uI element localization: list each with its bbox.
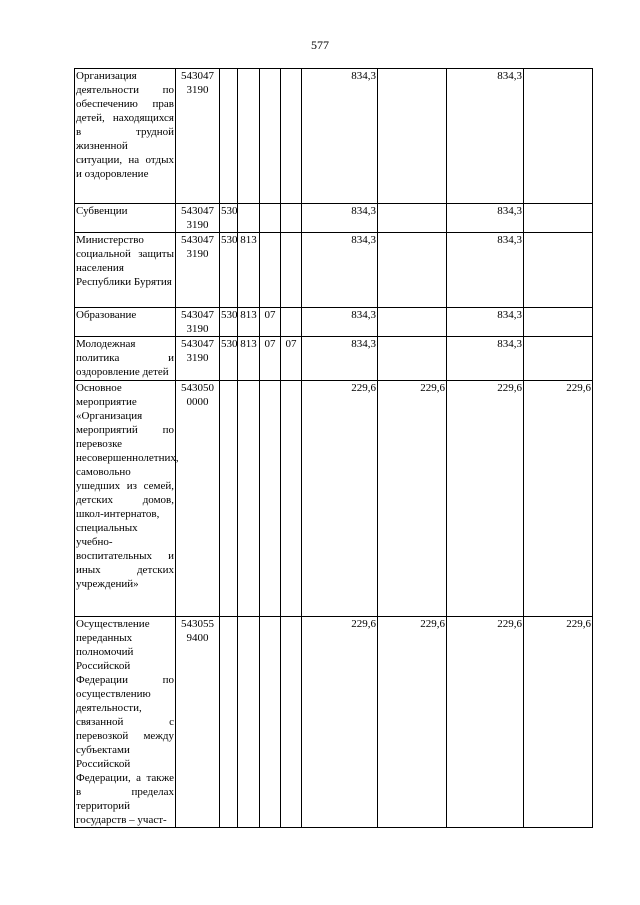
- code-part: 543047: [181, 70, 214, 82]
- amount-cell: 229,6: [447, 381, 524, 617]
- subsection-cell: [281, 204, 302, 233]
- amount-cell: [524, 204, 593, 233]
- code-part: 543047: [181, 205, 214, 217]
- code-part: 543047: [181, 234, 214, 246]
- row-name: Основное мероприятие «Организация мероприятий по перевозке несовершеннолетних, самовольно ушедших из семей, детских домов, школ-интернатов, специальных учебно-воспитательных и иных детских учреждений»: [75, 381, 176, 617]
- amount-cell: 834,3: [447, 69, 524, 204]
- amount-cell: 229,6: [302, 381, 378, 617]
- amount-cell: [378, 69, 447, 204]
- target-code-cell: [176, 337, 220, 381]
- budget-table: [74, 68, 593, 828]
- subsection-cell: [281, 617, 302, 828]
- amount-cell: 229,6: [378, 381, 447, 617]
- section-cell: [260, 204, 281, 233]
- amount-cell: 834,3: [447, 337, 524, 381]
- table-row: [75, 308, 593, 337]
- amount-cell: 834,3: [302, 337, 378, 381]
- subsection-cell: [281, 308, 302, 337]
- table-row: [75, 69, 593, 204]
- row-name: Молодежная политика и оздоровление детей: [75, 337, 176, 381]
- section-cell: [260, 233, 281, 308]
- grbs-cell: [238, 381, 260, 617]
- table-row: [75, 204, 593, 233]
- amount-cell: 229,6: [302, 617, 378, 828]
- code-part: 3190: [186, 323, 209, 335]
- table-row: [75, 617, 593, 828]
- code-part: 543047: [181, 338, 214, 350]
- row-name: Министерство социальной защиты населения Республики Бурятия: [75, 233, 176, 308]
- amount-cell: 834,3: [447, 308, 524, 337]
- target-code-cell: [176, 233, 220, 308]
- amount-cell: 834,3: [302, 233, 378, 308]
- grbs-cell: 813: [238, 337, 260, 381]
- amount-cell: [378, 233, 447, 308]
- target-code-cell: [176, 617, 220, 828]
- row-name: Образование: [75, 308, 176, 337]
- code-part: 3190: [186, 84, 209, 96]
- section-cell: 07: [260, 308, 281, 337]
- code-part: 543055: [181, 618, 214, 630]
- code-part: 543047: [181, 309, 214, 321]
- expense-type-cell: 530: [220, 204, 238, 233]
- expense-type-cell: 530: [220, 308, 238, 337]
- grbs-cell: [238, 617, 260, 828]
- row-name: Организация деятельности по обеспечению прав детей, находящихся в трудной жизненной ситуации, на отдых и оздоровление: [75, 69, 176, 204]
- amount-cell: [378, 308, 447, 337]
- expense-type-cell: [220, 381, 238, 617]
- amount-cell: 834,3: [302, 308, 378, 337]
- amount-cell: [524, 69, 593, 204]
- subsection-cell: [281, 381, 302, 617]
- expense-type-cell: [220, 69, 238, 204]
- amount-cell: [378, 204, 447, 233]
- subsection-cell: [281, 69, 302, 204]
- amount-cell: 229,6: [524, 617, 593, 828]
- table-row: [75, 233, 593, 308]
- section-cell: [260, 617, 281, 828]
- code-part: 9400: [186, 632, 209, 644]
- amount-cell: 229,6: [378, 617, 447, 828]
- subsection-cell: [281, 233, 302, 308]
- amount-cell: 834,3: [447, 233, 524, 308]
- amount-cell: 834,3: [447, 204, 524, 233]
- amount-cell: [524, 337, 593, 381]
- table-row: [75, 381, 593, 617]
- grbs-cell: [238, 69, 260, 204]
- code-part: 3190: [186, 248, 209, 260]
- expense-type-cell: [220, 617, 238, 828]
- table-row: [75, 337, 593, 381]
- section-cell: 07: [260, 337, 281, 381]
- section-cell: [260, 69, 281, 204]
- amount-cell: [524, 308, 593, 337]
- code-part: 0000: [186, 396, 209, 408]
- grbs-cell: [238, 204, 260, 233]
- code-part: 3190: [186, 219, 209, 231]
- target-code-cell: [176, 204, 220, 233]
- amount-cell: 229,6: [524, 381, 593, 617]
- code-part: 3190: [186, 352, 209, 364]
- target-code-cell: [176, 308, 220, 337]
- section-cell: [260, 381, 281, 617]
- amount-cell: [524, 233, 593, 308]
- page-number: 577: [311, 38, 329, 52]
- grbs-cell: 813: [238, 233, 260, 308]
- code-part: 543050: [181, 382, 214, 394]
- amount-cell: 834,3: [302, 204, 378, 233]
- target-code-cell: [176, 69, 220, 204]
- amount-cell: [378, 337, 447, 381]
- expense-type-cell: 530: [220, 337, 238, 381]
- amount-cell: 834,3: [302, 69, 378, 204]
- expense-type-cell: 530: [220, 233, 238, 308]
- row-name: Субвенции: [75, 204, 176, 233]
- grbs-cell: 813: [238, 308, 260, 337]
- subsection-cell: 07: [281, 337, 302, 381]
- amount-cell: 229,6: [447, 617, 524, 828]
- row-name: Осуществление переданных полномочий Российской Федерации по осуществлению деятельности, связанной с перевозкой между субъектами Российской Федерации, а также в пределах территорий государств – участ-: [76, 618, 174, 826]
- target-code-cell: [176, 381, 220, 617]
